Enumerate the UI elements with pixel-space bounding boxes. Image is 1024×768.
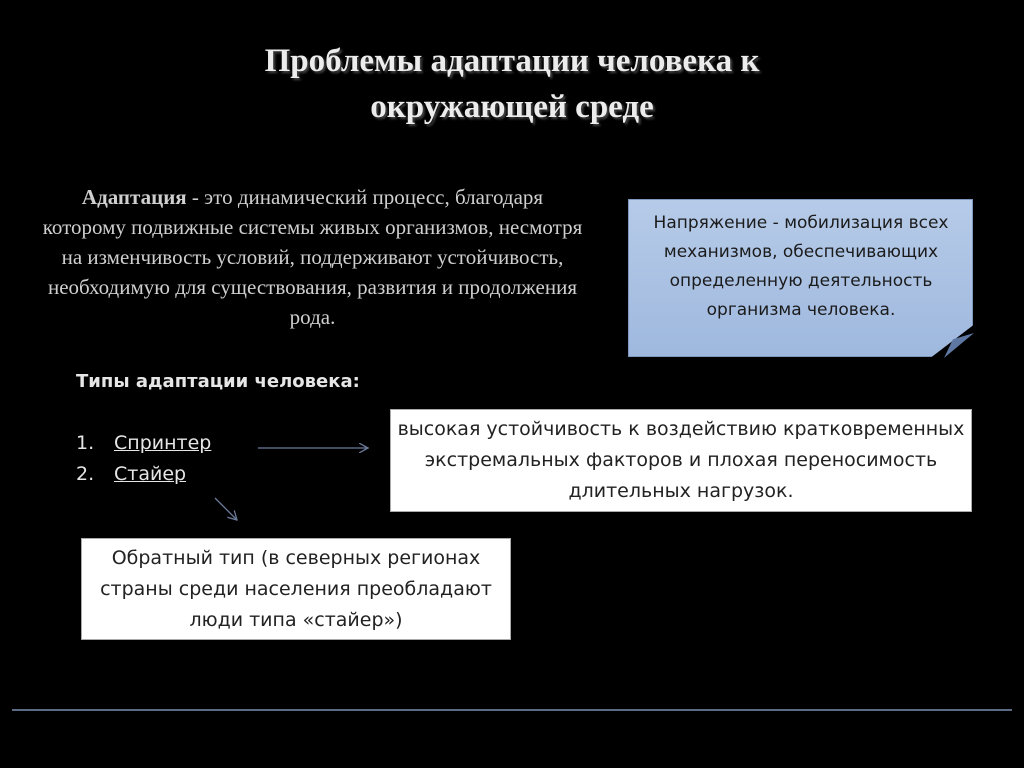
definition-text: - это динамический процесс, благодаря которому подвижные системы живых организмов, несмотря на изменчивость условий, поддерживают устойчивость, необходимую для существования, развития и продолжения рода.	[42, 185, 583, 329]
list-item-sprinter	[76, 428, 211, 459]
stayer-description-text: Обратный тип (в северных регионах страны среди населения преобладают люди типа «стайер»)	[100, 547, 492, 631]
sprinter-link[interactable]: Спринтер	[114, 432, 212, 454]
sprinter-description-text: высокая устойчивость к воздействию кратковременных экстремальных факторов и плохая переносимость длительных нагрузок.	[397, 418, 965, 502]
stayer-arrow-icon	[215, 498, 237, 520]
types-list	[76, 428, 211, 490]
stayer-link[interactable]: Стайер	[114, 463, 187, 485]
bottom-divider	[12, 709, 1012, 711]
list-item-number: 2.	[76, 463, 95, 485]
slide-title-line-1: Проблемы адаптации человека к	[264, 43, 760, 79]
tension-note-text: Напряжение - мобилизация всех механизмов, обеспечивающих определенную деятельность организма человека.	[653, 213, 949, 320]
slide-title-line-2: окружающей среде	[370, 89, 654, 125]
types-heading: Типы адаптации человека:	[76, 371, 360, 392]
slide-title	[0, 38, 1024, 130]
list-item-number: 1.	[76, 432, 95, 454]
adaptation-definition	[40, 182, 585, 332]
list-item-stayer	[76, 459, 211, 490]
definition-term: Адаптация	[81, 185, 187, 209]
